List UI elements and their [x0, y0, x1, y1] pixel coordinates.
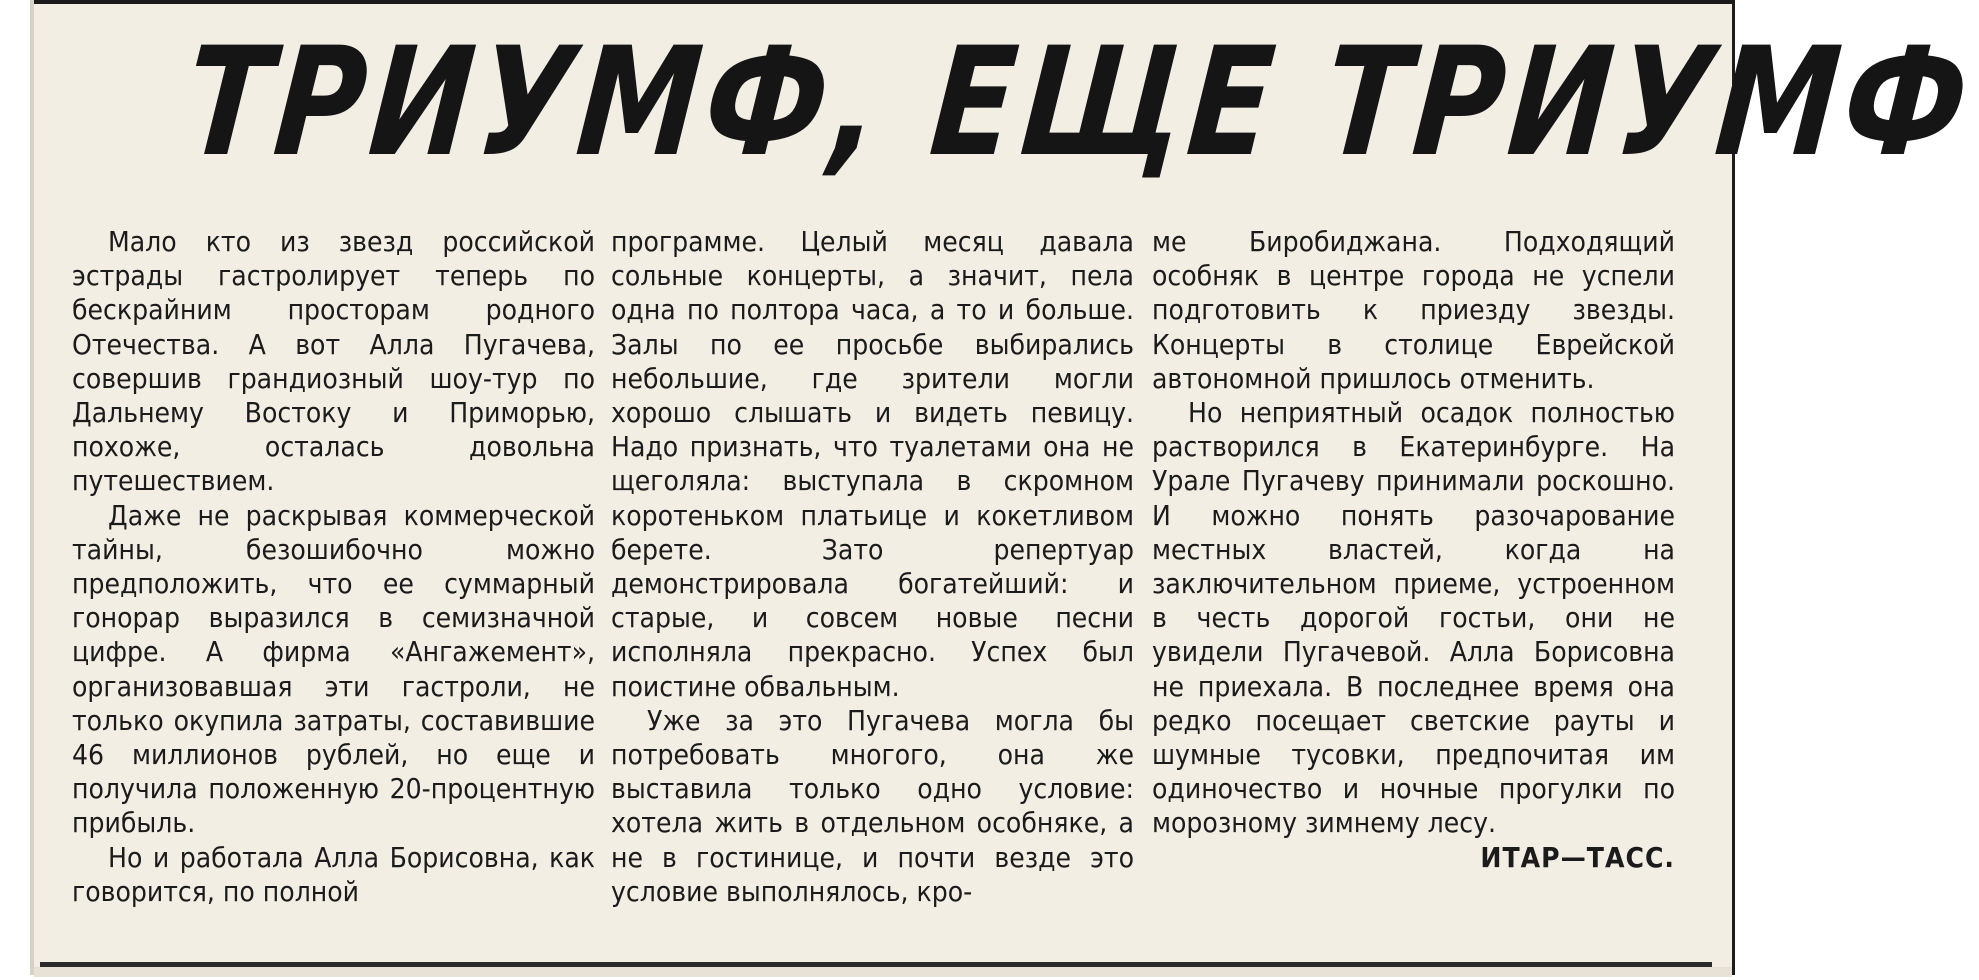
paragraph-text: Но неприятный осадок полностью растворился в Екатеринбурге. На Урале Пугачеву принимали роскошно. И можно понять разочарование местных властей, когда на заключительном приеме, устроенном в честь дорогой гостьи, они не увидели Пугачевой. Алла Борисовна не приехала. В последнее время она редко посещает светские рауты и шумные тусовки, предпочитая им одиночество и ночные прогулки по морозному зимнему лесу.: [1152, 396, 1675, 840]
article-column-1: [72, 225, 595, 955]
paragraph: ме Биробиджана. Подходящий особняк в центре города не успели подготовить к приезду звезды. Концерты в столице Еврейской автономной пришлось отменить.: [1152, 225, 1675, 395]
signature: ИТАР—ТАСС.: [1480, 840, 1675, 874]
paragraph: Уже за это Пугачева могла бы потребовать многого, она же выставила только одно условие: хотела жить в отдельном особняке, а не в гостинице, и почти везде это условие выполнялось, кро-: [611, 703, 1134, 908]
paragraph: Даже не раскрывая коммерческой тайны, безошибочно можно предположить, что ее суммарный гонорар выразился в семизначной цифре. А фирма «Ангажемент», организовавшая эти гастроли, не только окупила затраты, составившие 46 миллионов рублей, но еще и получила положенную 20-процентную прибыль.: [72, 498, 595, 840]
newspaper-clipping: [30, 0, 1979, 975]
top-rule: [34, 0, 1732, 4]
paragraph: Но и работала Алла Борисовна, как говорится, по полной: [72, 840, 595, 908]
paragraph: программе. Целый месяц давала сольные концерты, а значит, пела одна по полтора часа, а то и больше. Залы по ее просьбе выбирались небольшие, где зрители могли хорошо слышать и видеть певицу. Надо признать, что туалетами она не щеголяла: выступала в скромном коротеньком платьице и кокетливом берете. Зато репертуар демонстрировала богатейший: и старые, и совсем новые песни исполняла прекрасно. Успех был поистине обвальным.: [611, 225, 1134, 703]
paragraph: Мало кто из звезд российской эстрады гастролирует теперь по бескрайним просторам родного Отечества. А вот Алла Пугачева, совершив грандиозный шоу-тур по Дальнему Востоку и Приморью, похоже, осталась довольна путешествием.: [72, 225, 595, 498]
headline: ТРИУМФ, ЕЩЕ ТРИУМФ: [179, 16, 1979, 190]
paper-edge: [34, 967, 1732, 977]
paragraph: [1152, 396, 1675, 874]
article-column-2: [611, 225, 1134, 955]
article-column-3: [1152, 225, 1675, 955]
